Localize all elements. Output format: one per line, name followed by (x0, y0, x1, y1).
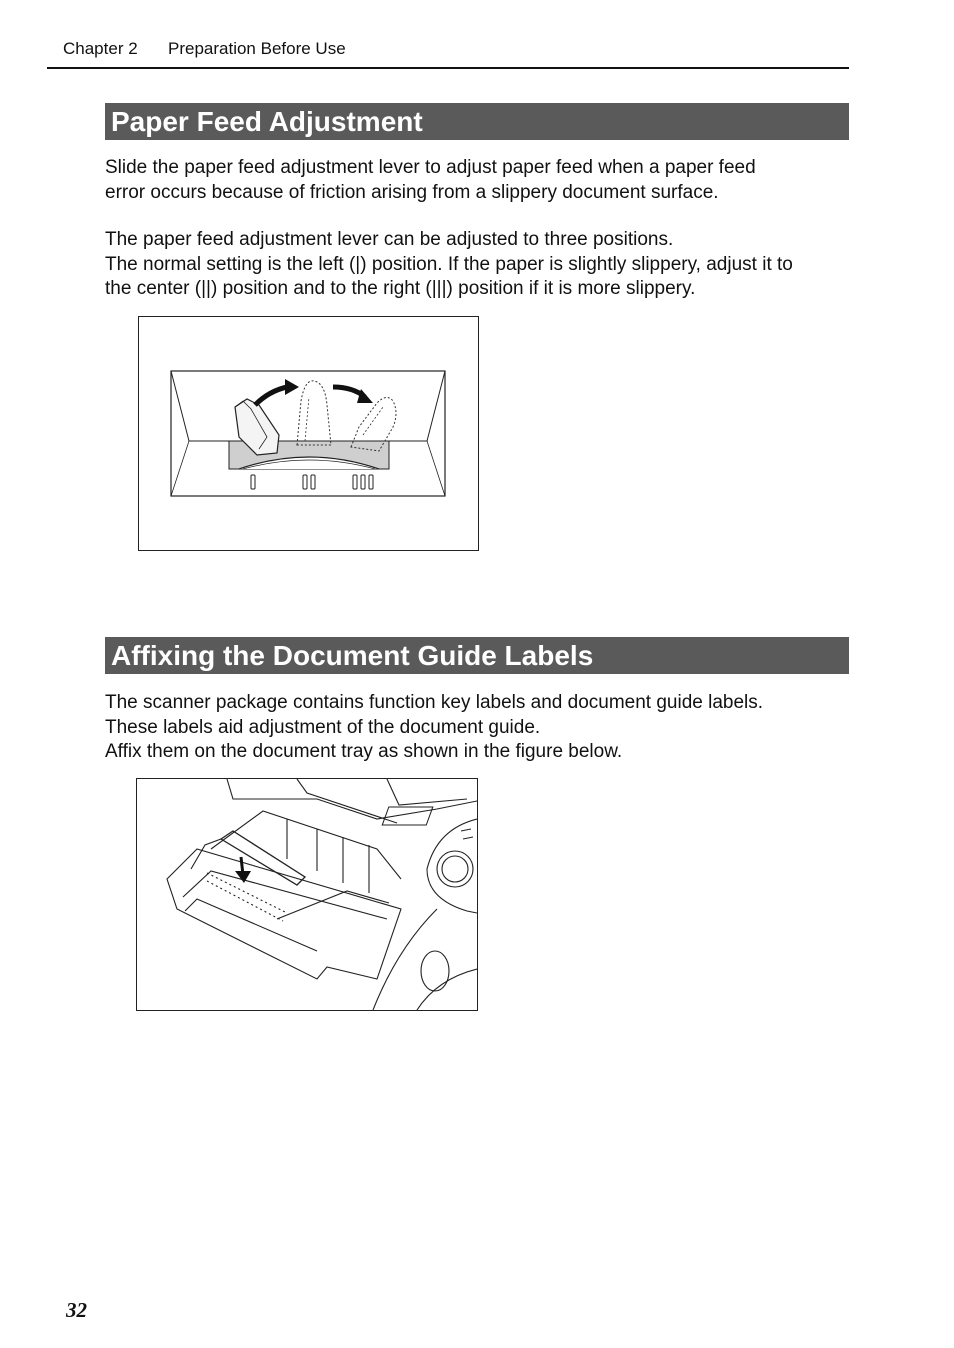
document-guide-labels-paragraph (105, 691, 855, 765)
text-line: Slide the paper feed adjustment lever to adjust paper feed when a paper feed (105, 157, 756, 178)
page-number: 32 (66, 1298, 87, 1322)
text-line: The normal setting is the left (|) position. If the paper is slightly slippery, adjust it to (105, 253, 793, 275)
text-line: the center (||) position and to the right (|||) position if it is more slippery. (105, 278, 696, 299)
section-heading-paper-feed: Paper Feed Adjustment (105, 103, 849, 140)
paper-feed-lever-figure (138, 316, 479, 551)
text-line: The scanner package contains function key labels and document guide labels. (105, 692, 764, 713)
paper-feed-positions-paragraph (105, 228, 855, 302)
paper-feed-intro-paragraph (105, 156, 855, 205)
text-line: Affix them on the document tray as shown in the figure below. (105, 741, 623, 762)
chapter-title: Preparation Before Use (168, 39, 346, 58)
scanner-tray-figure (136, 778, 478, 1011)
section-heading-document-guide-labels: Affixing the Document Guide Labels (105, 637, 849, 674)
lever-illustration (139, 317, 478, 550)
scanner-illustration (137, 779, 477, 1010)
chapter-label: Chapter 2 (63, 39, 138, 58)
text-line: These labels aid adjustment of the document guide. (105, 716, 541, 738)
text-line: The paper feed adjustment lever can be adjusted to three positions. (105, 229, 674, 250)
running-header (47, 36, 849, 69)
text-line: error occurs because of friction arising from a slippery document surface. (105, 181, 719, 203)
